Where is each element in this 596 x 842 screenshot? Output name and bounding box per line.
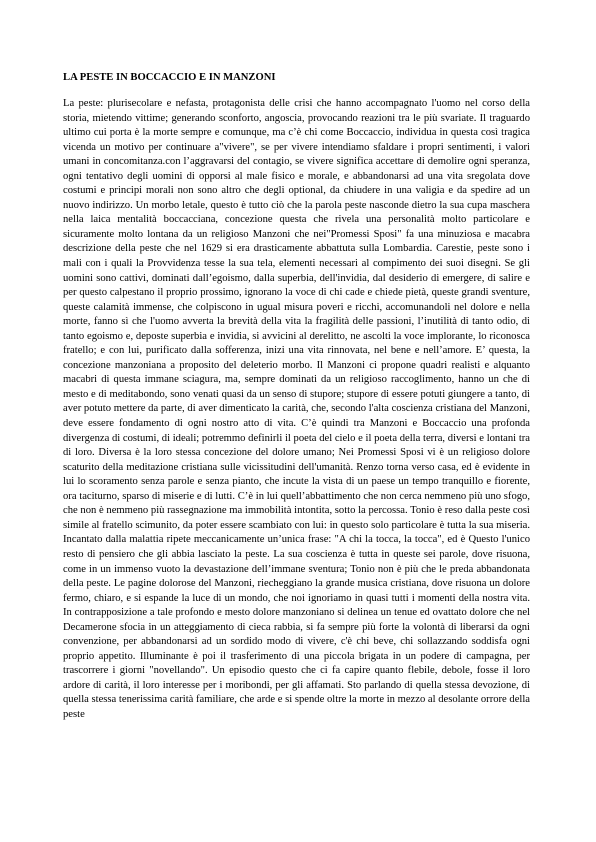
document-content [63, 71, 530, 723]
document-title: LA PESTE IN BOCCACCIO E IN MANZONI [63, 72, 276, 83]
document-body: La peste: plurisecolare e nefasta, protagonista delle crisi che hanno accompagnato l'uomo nel corso della storia, mietendo vittime; generando sconforto, angoscia, provocando reazioni tra le più svariate. Il traguardo ultimo cui porta è la morte sempre e comunque, ma c’è chi come Boccaccio, individua in questa così tragica vicenda un motivo per continuare a"vivere", se per vivere intendiamo sfaldare i propri sentimenti, i valori umani in concomitanza.con l’aggravarsi del contagio, se vivere significa accettare di demolire ogni speranza, ogni tentativo degli uomini di opporsi al male fisico e morale, e abbandonarsi ad una vita sregolata dove costumi e principi morali non sono altro che degli optional, da chiudere in una valigia e da spedire ad un nuovo indirizzo. Un morbo letale, questo è tutto ciò che la parola peste nasconde dietro la sua cupa maschera nella laica mentalità boccacciana, concezione questa che rivela una personalità molto particolare e sicuramente molto lontana da un religioso Manzoni che nei"Promessi Sposi" fa una minuziosa e macabra descrizione della peste che nel 1629 si era drasticamente abbattuta sulla Lombardia. Carestie, peste sono i mali con i quali la Provvidenza tesse la sua tela, elementi necessari al compimento dei suoi disegni. Se gli uomini sono cattivi, dominati dall’egoismo, dalla superbia, dell'invidia, dal desiderio di emergere, di salire e per questo calpestano il proprio prossimo, ignorano la voce di chi cade e chiede pietà, queste grandi sventure, queste calamità immense, che colpiscono in ugual misura poveri e ricchi, accomunandoli nel dolore e nella morte, fanno sì che l'uomo avverta la brevità della vita la fragilità delle passioni, l’inutilità di tanto odio, di tanto egoismo e, deposte superbia e invidia, si avvicini al derelitto, ne ascolti la voce implorante, lo riconosca fratello; e con lui, purificato dalla sofferenza, inizi una vita rinnovata, nel bene e nell’amore. E’ questa, la concezione manzoniana a proposito del deleterio morbo. Il Manzoni ci propone quadri realisti e alquanto macabri di questa immane sciagura, ma, sempre dominati da un religioso raccoglimento, hanno un che di mesto e di meditabondo, sono venati quasi da un senso di stupore; stupore di essere potuti giungere a tanto, di aver potuto mettere da parte, di aver dimenticato la carità, che, secondo l'alta coscienza cristiana del Manzoni, deve essere fondamento di ogni nostro atto di vita. C’è quindi tra Manzoni e Boccaccio una profonda divergenza di costumi, di ideali; potremmo definirli il poeta del cielo e il poeta della terra, diversi e lontani tra di loro. Diversa è la loro stessa concezione del dolore umano; Nei Promessi Sposi vi è un religioso dolore scaturito della meditazione cristiana sulle vicissitudini dell'umanità. Renzo torna verso casa, ed è evidente in lui lo scoramento senza parole e senza pianto, che incute la vista di un paese un tempo tranquillo e fiorente, ora taciturno, sparso di miserie e di lutti. C’è in lui quell’abbattimento che non cerca nemmeno più uno sfogo, che non è nemmeno più rassegnazione ma immobilità intontita, sotto la percossa. Tonio è reso dalla peste così simile al fratello scimunito, da poter essere scambiato con lui: in questo solo particolare è tutta la sua miseria. Incantato dalla malattia ripete meccanicamente un’unica frase: "A chi la tocca, la tocca", ed è Questo l'unico resto di pensiero che gli abbia lasciato la peste. La sua coscienza è tutta in queste sei parole, dove risuona, come in un immenso vuoto la devastazione dell’immane sventura; Tonio non è più che le preda abbandonata della peste. Le pagine dolorose del Manzoni, riecheggiano la grande musica cristiana, dove risuona un dolore fermo, chiaro, e si espande la luce di un mondo, che noi ignoriamo in quasi tutti i momenti della nostra vita. In contrapposizione a tale profondo e mesto dolore manzoniano si delinea un tenue ed ovattato dolore che nel Decamerone sfocia in un atteggiamento di cieca rabbia, si fa sempre più forte la volontà di liberarsi da ogni convenzione, per abbandonarsi ad un sordido modo di vivere, c'è chi beve, chi sollazzando soddisfa ogni proprio appetito. Illuminante è poi il trasferimento di una piccola brigata in un podere di campagna, per trascorrere i giorni "novellando". Un episodio questo che ci fa capire quanto flebile, debole, fosse il loro ardore di carità, il loro interesse per i moribondi, per gli affamati. Sto parlando di quella stessa devozione, di quella stessa tenerissima carità familiare, che arde e si spende oltre la morte in mezzo al desolante orrore della peste [63, 98, 530, 720]
